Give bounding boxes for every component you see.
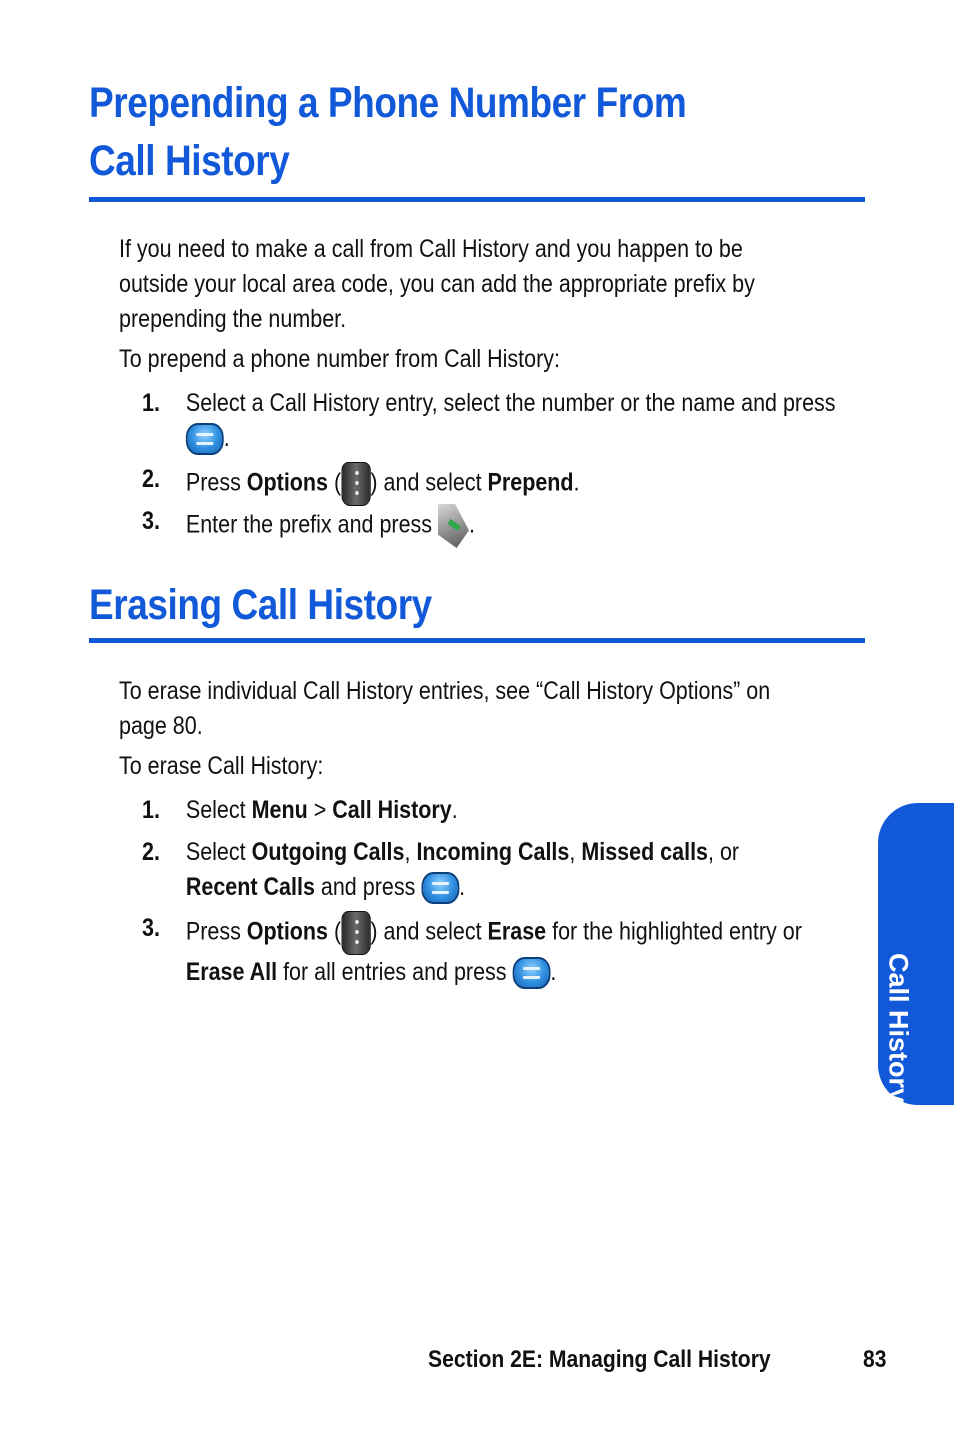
talk-key-icon: [438, 504, 469, 548]
erase-intro: To erase individual Call History entries, see “Call History Options” on page 80.: [119, 677, 771, 740]
title-divider: [89, 638, 865, 643]
chapter-side-tab: [878, 803, 954, 1105]
footer-section: Section 2E: Managing Call History: [428, 1346, 771, 1373]
prepend-intro: If you need to make a call from Call History and you happen to be outside your local area code, you can add the appropriate prefix by prepending the number.: [119, 235, 755, 333]
menu-ok-key-icon: [421, 872, 459, 904]
title-divider: [89, 197, 865, 202]
section-title-erasing: Erasing Call History: [89, 581, 432, 629]
section-title-prepending: Prepending a Phone Number From Call History: [89, 79, 687, 185]
erase-lead: To erase Call History:: [119, 752, 324, 780]
options-key-icon: [341, 911, 370, 955]
prepend-lead: To prepend a phone number from Call History:: [119, 345, 560, 373]
chapter-side-tab-label: Call History: [883, 953, 914, 1104]
menu-ok-key-icon: [186, 423, 224, 455]
menu-ok-key-icon: [513, 957, 551, 989]
options-key-icon: [341, 462, 370, 506]
page-number: 83: [863, 1346, 887, 1373]
